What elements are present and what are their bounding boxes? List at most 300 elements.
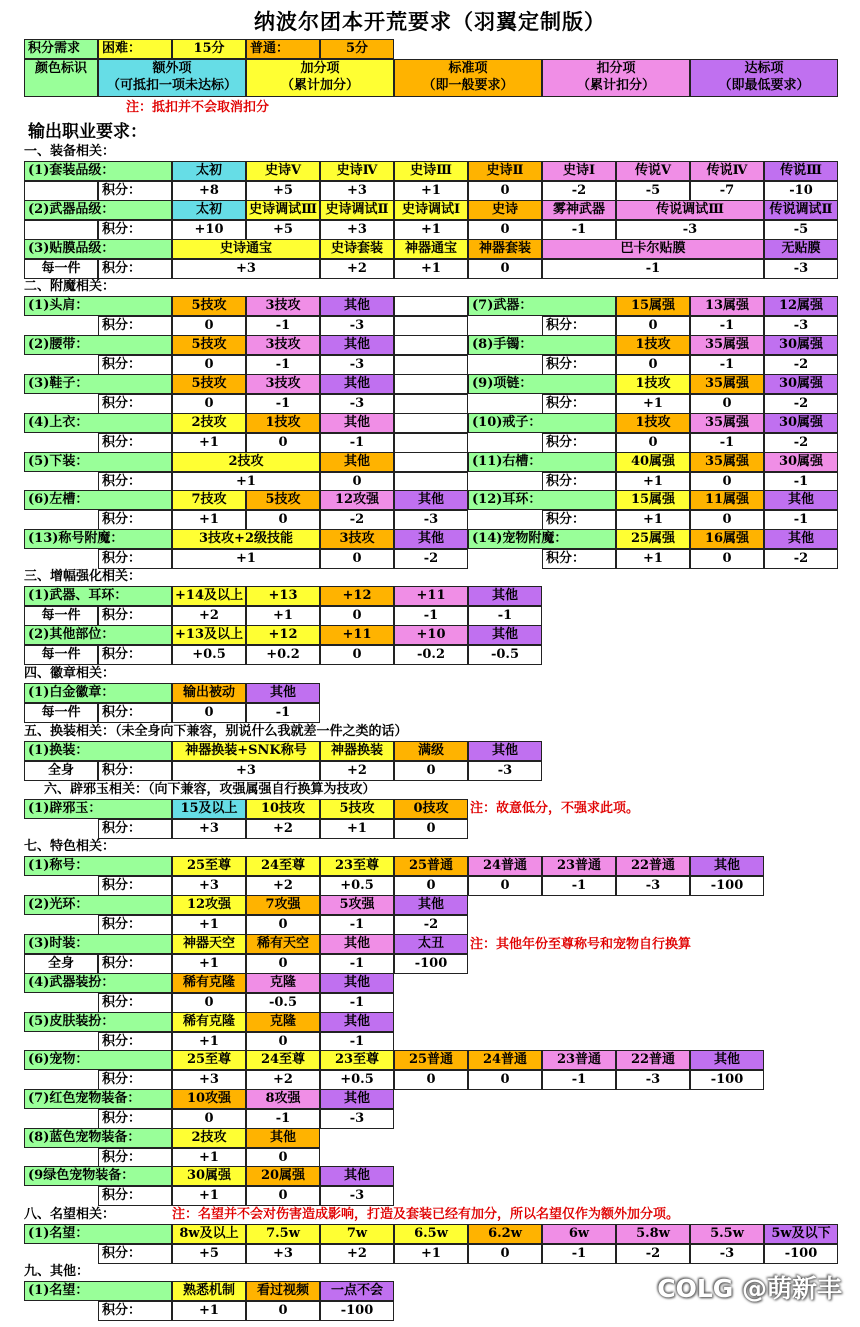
row-label-cell: (1)武器、耳环： (24, 586, 172, 606)
score-cell: 每一件 (24, 606, 98, 626)
score-cell: 每一件 (24, 645, 98, 665)
score-cell: -1 (542, 876, 616, 896)
category-cell: 史诗调试Ⅲ (246, 200, 320, 220)
category-cell: 史诗Ⅲ (394, 161, 468, 181)
score-cell: 积分： (98, 1032, 172, 1052)
score-cell (394, 316, 468, 336)
cell-sublabel: （累计加分） (280, 78, 359, 93)
row-label-cell: (1)头肩： (24, 296, 172, 316)
cell-sublabel: （累计扣分） (576, 78, 655, 93)
score-cell: +1 (616, 472, 690, 492)
score-cell (24, 181, 98, 201)
row-label-cell: (1)辟邪玉： (24, 799, 172, 819)
score-cell: -1 (542, 259, 764, 279)
category-cell: 5技攻 (320, 799, 394, 819)
score-cell: -100 (690, 876, 764, 896)
score-cell: 0 (172, 394, 246, 414)
score-cell: -1 (542, 220, 616, 240)
category-cell: 12攻强 (320, 490, 394, 510)
category-cell: 史诗通宝 (172, 239, 320, 259)
score-cell: -2 (764, 394, 838, 414)
category-cell: 5w及以下 (764, 1224, 838, 1244)
category-cell: 5攻强 (320, 895, 394, 915)
row-label-cell: (14)宠物附魔： (468, 529, 616, 549)
section-heading: 九、其他： (24, 1264, 90, 1279)
category-cell: 8攻强 (246, 1089, 320, 1109)
score-cell: +1 (172, 915, 246, 935)
row-label-cell: (6)宠物： (24, 1050, 172, 1070)
score-cell: 0 (690, 472, 764, 492)
category-cell: 40属强 (616, 452, 690, 472)
category-cell: 传说调试Ⅱ (764, 200, 838, 220)
category-cell: 30属强 (764, 413, 838, 433)
score-cell: -5 (616, 181, 690, 201)
category-cell: 满级 (394, 741, 468, 761)
category-cell: +13 (246, 586, 320, 606)
row-label-cell: (1)白金徽章： (24, 683, 172, 703)
score-cell (394, 355, 468, 375)
score-cell: 每一件 (24, 703, 98, 723)
category-cell: 传说Ⅴ (616, 161, 690, 181)
category-cell: 其他 (468, 741, 542, 761)
category-cell: 5技攻 (246, 490, 320, 510)
category-cell: 25至尊 (172, 1050, 246, 1070)
score-cell: +1 (246, 606, 320, 626)
score-cell: 0 (394, 876, 468, 896)
score-cell: -1 (468, 606, 542, 626)
category-cell: 23至尊 (320, 856, 394, 876)
category-cell: 其他 (320, 296, 394, 316)
category-cell: 其他 (246, 1128, 320, 1148)
score-cell: -100 (320, 1301, 394, 1321)
score-cell: 0 (690, 510, 764, 530)
score-cell: 0 (394, 1070, 468, 1090)
category-cell: 史诗调试Ⅰ (394, 200, 468, 220)
row-label-cell: (2)其他部位： (24, 625, 172, 645)
score-cell: +3 (172, 761, 320, 781)
score-cell: +1 (394, 1244, 468, 1264)
category-cell: 15及以上 (172, 799, 246, 819)
category-cell: 2技攻 (172, 1128, 246, 1148)
score-cell: 0 (320, 645, 394, 665)
score-cell: 0 (690, 394, 764, 414)
score-cell: 积分： (98, 645, 172, 665)
score-cell: 积分： (98, 316, 172, 336)
score-cell: -1 (320, 433, 394, 453)
category-cell: 看过视频 (246, 1281, 320, 1301)
score-cell: -3 (320, 394, 394, 414)
section-heading: 输出职业要求： (28, 122, 147, 142)
category-cell: 25至尊 (172, 856, 246, 876)
category-cell: 6w (542, 1224, 616, 1244)
score-cell: +1 (172, 510, 246, 530)
score-cell: 0 (468, 1244, 542, 1264)
score-cell: 0 (246, 1301, 320, 1321)
row-label-cell: (2)武器品级： (24, 200, 172, 220)
category-cell: +13及以上 (172, 625, 246, 645)
category-cell: +11 (394, 586, 468, 606)
score-cell: -1 (246, 316, 320, 336)
category-cell (690, 59, 838, 97)
row-label-cell: (10)戒子： (468, 413, 616, 433)
note-text: 注：抵扣并不会取消扣分 (126, 100, 270, 115)
score-cell: -1 (764, 472, 838, 492)
score-cell: 全身 (24, 954, 98, 974)
category-cell: 史诗调试Ⅱ (320, 200, 394, 220)
section-heading: 八、名望相关： (24, 1207, 116, 1222)
category-cell: 克隆 (246, 1012, 320, 1032)
category-cell: 无贴膜 (764, 239, 838, 259)
category-cell: 35属强 (690, 374, 764, 394)
score-cell: -1 (246, 394, 320, 414)
score-cell: -3 (468, 761, 542, 781)
score-cell: +1 (394, 220, 468, 240)
score-cell: -0.5 (468, 645, 542, 665)
score-cell: -1 (542, 1244, 616, 1264)
category-cell: 1技攻 (246, 413, 320, 433)
category-cell: 传说Ⅳ (690, 161, 764, 181)
category-cell: 其他 (320, 374, 394, 394)
score-cell: -3 (320, 1186, 394, 1206)
category-cell: 22普通 (616, 1050, 690, 1070)
category-cell: 传说调试Ⅲ (616, 200, 764, 220)
row-label-cell: (2)腰带： (24, 335, 172, 355)
score-cell: +1 (616, 510, 690, 530)
category-cell: 30属强 (172, 1166, 246, 1186)
category-cell: 15分 (172, 39, 246, 59)
score-cell (394, 472, 468, 492)
score-cell: 积分： (98, 394, 172, 414)
score-cell: 积分： (98, 355, 172, 375)
score-cell: 积分： (542, 355, 616, 375)
score-cell: -1 (764, 510, 838, 530)
score-cell: +3 (246, 1244, 320, 1264)
category-cell: 其他 (320, 452, 394, 472)
category-cell: 神器通宝 (394, 239, 468, 259)
score-cell: +5 (172, 1244, 246, 1264)
score-cell: 积分： (98, 1301, 172, 1321)
score-cell: -10 (764, 181, 838, 201)
score-cell (24, 220, 98, 240)
category-cell: 3技攻 (246, 335, 320, 355)
score-cell: +1 (172, 549, 320, 569)
score-cell (394, 335, 468, 355)
score-cell: 积分： (98, 181, 172, 201)
category-cell: 0技攻 (394, 799, 468, 819)
score-cell: -1 (246, 1109, 320, 1129)
cell-sublabel: （可抵扣一项未达标） (106, 78, 237, 93)
category-cell: 6.2w (468, 1224, 542, 1244)
category-cell: 传说Ⅲ (764, 161, 838, 181)
category-cell: 7w (320, 1224, 394, 1244)
category-cell: 史诗Ⅴ (246, 161, 320, 181)
score-cell: 积分： (98, 915, 172, 935)
score-cell: +1 (616, 394, 690, 414)
score-cell: -2 (320, 510, 394, 530)
score-cell (394, 413, 468, 433)
score-cell: 积分： (98, 993, 172, 1013)
category-cell: 5分 (320, 39, 394, 59)
score-cell: 积分： (542, 510, 616, 530)
score-cell: 积分： (542, 472, 616, 492)
score-cell: -2 (394, 549, 468, 569)
section-heading: 六、辟邪玉相关：（向下兼容，攻强属强自行换算为技攻） (44, 782, 376, 797)
score-cell: +1 (172, 954, 246, 974)
row-label-cell: (6)左槽： (24, 490, 172, 510)
score-cell: -1 (320, 993, 394, 1013)
score-cell: 积分： (542, 433, 616, 453)
category-cell: 其他 (468, 625, 542, 645)
category-cell: 24至尊 (246, 1050, 320, 1070)
row-label-cell: (7)红色宠物装备： (24, 1089, 172, 1109)
row-label-cell: (3)贴膜品级： (24, 239, 172, 259)
category-cell: 1技攻 (616, 374, 690, 394)
score-cell: +2 (246, 876, 320, 896)
score-cell: -2 (616, 1244, 690, 1264)
category-cell: 一点不会 (320, 1281, 394, 1301)
score-cell (394, 374, 468, 394)
section-heading: 四、徽章相关： (24, 666, 116, 681)
category-cell (394, 59, 542, 97)
cell-sublabel: （即最低要求） (718, 78, 810, 93)
category-cell: 1技攻 (616, 335, 690, 355)
score-cell: 积分： (98, 259, 172, 279)
row-label-cell: (8)蓝色宠物装备： (24, 1128, 172, 1148)
watermark: COLG @萌新丰 (657, 1274, 842, 1303)
score-cell: -2 (764, 433, 838, 453)
note-text: 注：其他年份至尊称号和宠物自行换算 (470, 937, 692, 952)
score-cell: -1 (542, 1070, 616, 1090)
category-cell: 30属强 (764, 335, 838, 355)
score-cell: -3 (320, 1109, 394, 1129)
cell-label: 标准项 (448, 61, 488, 76)
cell-label: 扣分项 (596, 61, 636, 76)
category-cell: 其他 (320, 934, 394, 954)
section-heading: 五、换装相关：（未全身向下兼容，别说什么我就差一件之类的话） (24, 724, 408, 739)
score-cell: 0 (616, 355, 690, 375)
score-cell: 每一件 (24, 259, 98, 279)
score-cell: 积分： (98, 510, 172, 530)
section-heading: 一、装备相关： (24, 144, 116, 159)
category-cell: 史诗Ⅰ (542, 161, 616, 181)
score-cell: 积分： (98, 1148, 172, 1168)
category-cell: 5.8w (616, 1224, 690, 1244)
row-label-cell: (5)下装： (24, 452, 172, 472)
category-cell: 太初 (172, 161, 246, 181)
category-cell (542, 59, 690, 97)
score-cell: 积分： (542, 394, 616, 414)
score-cell: -1 (690, 433, 764, 453)
score-cell: +5 (246, 181, 320, 201)
category-cell: 10攻强 (172, 1089, 246, 1109)
score-cell: +3 (172, 259, 320, 279)
score-cell: 积分： (98, 703, 172, 723)
category-cell: 2技攻 (172, 413, 246, 433)
note-text: 注：故意低分，不强求此项。 (470, 801, 640, 816)
score-cell: -1 (690, 316, 764, 336)
score-cell: +1 (320, 819, 394, 839)
score-cell (394, 452, 468, 472)
category-cell: 25普通 (394, 1050, 468, 1070)
score-cell: 全身 (24, 761, 98, 781)
row-label-cell: (13)称号附魔： (24, 529, 172, 549)
score-cell: 0 (320, 549, 394, 569)
category-cell: 其他 (394, 490, 468, 510)
row-label-cell: (11)右槽： (468, 452, 616, 472)
score-cell: -1 (320, 915, 394, 935)
category-cell: 熟悉机制 (172, 1281, 246, 1301)
score-cell: 0 (172, 703, 246, 723)
category-cell: 7技攻 (172, 490, 246, 510)
category-cell: 12攻强 (172, 895, 246, 915)
score-cell: 0 (172, 993, 246, 1013)
row-label-cell: (1)套装品级： (24, 161, 172, 181)
score-cell: 积分： (98, 433, 172, 453)
score-cell: +1 (172, 1301, 246, 1321)
row-label-cell: (8)手镯： (468, 335, 616, 355)
category-cell: 13属强 (690, 296, 764, 316)
score-cell: -100 (394, 954, 468, 974)
cell-label: 额外项 (152, 61, 192, 76)
score-cell (394, 296, 468, 316)
score-cell: +0.5 (172, 645, 246, 665)
row-label-cell: (7)武器： (468, 296, 616, 316)
category-cell: 太初 (172, 200, 246, 220)
score-cell: +3 (172, 819, 246, 839)
score-cell: -2 (764, 549, 838, 569)
category-cell: 其他 (394, 529, 468, 549)
category-cell: 23至尊 (320, 1050, 394, 1070)
score-cell: +2 (246, 1070, 320, 1090)
category-cell: 16属强 (690, 529, 764, 549)
category-cell: 稀有天空 (246, 934, 320, 954)
category-cell: 7攻强 (246, 895, 320, 915)
category-cell: 30属强 (764, 374, 838, 394)
category-cell: 3技攻 (246, 374, 320, 394)
score-cell: -3 (394, 510, 468, 530)
category-cell: 5.5w (690, 1224, 764, 1244)
score-cell: 0 (246, 1032, 320, 1052)
row-label-cell: (1)名望： (24, 1224, 172, 1244)
category-cell: 15属强 (616, 296, 690, 316)
score-cell: -3 (320, 355, 394, 375)
score-cell: 0 (246, 954, 320, 974)
score-cell: 积分： (98, 549, 172, 569)
category-cell: 30属强 (764, 452, 838, 472)
category-cell: 24普通 (468, 1050, 542, 1070)
score-cell: +3 (320, 181, 394, 201)
score-cell: -100 (690, 1070, 764, 1090)
score-cell: -1 (320, 954, 394, 974)
score-cell: 积分： (98, 606, 172, 626)
category-cell: 20属强 (246, 1166, 320, 1186)
category-cell: 克隆 (246, 973, 320, 993)
score-cell: 积分： (98, 220, 172, 240)
section-heading: 七、特色相关： (24, 839, 116, 854)
category-cell: 24至尊 (246, 856, 320, 876)
score-cell: 0 (320, 606, 394, 626)
score-cell: -1 (394, 606, 468, 626)
score-cell: -3 (764, 316, 838, 336)
category-cell: 3技攻 (320, 529, 394, 549)
score-cell: 积分： (542, 549, 616, 569)
score-cell: +1 (172, 472, 320, 492)
score-cell: +1 (172, 433, 246, 453)
category-cell (98, 59, 246, 97)
row-label-cell: (2)光环： (24, 895, 172, 915)
score-cell: 积分： (98, 954, 172, 974)
score-cell: +1 (172, 1032, 246, 1052)
score-cell: -1 (246, 703, 320, 723)
score-cell: -2 (394, 915, 468, 935)
score-cell: 积分： (98, 1244, 172, 1264)
page-title: 纳波尔团本开荒要求（羽翼定制版） (254, 9, 606, 34)
score-cell: 0 (468, 220, 542, 240)
category-cell: 神器换装 (320, 741, 394, 761)
row-label-cell: (1)名望： (24, 1281, 172, 1301)
category-cell: 其他 (764, 490, 838, 510)
score-cell: +1 (394, 259, 468, 279)
score-cell: 积分： (98, 876, 172, 896)
category-cell: 5技攻 (172, 296, 246, 316)
score-cell: +1 (616, 549, 690, 569)
category-cell: 8w及以上 (172, 1224, 246, 1244)
score-cell: 0 (616, 316, 690, 336)
category-cell: 太丑 (394, 934, 468, 954)
score-cell: -3 (616, 1070, 690, 1090)
score-cell: +1 (394, 181, 468, 201)
category-cell: 稀有克隆 (172, 973, 246, 993)
score-cell: 0 (468, 876, 542, 896)
score-cell: +0.2 (246, 645, 320, 665)
score-cell: -3 (764, 259, 838, 279)
score-cell (394, 433, 468, 453)
score-cell: 积分： (98, 472, 172, 492)
score-cell: 0 (246, 1186, 320, 1206)
row-label-cell: (9绿色宠物装备： (24, 1166, 172, 1186)
category-cell: 史诗Ⅳ (320, 161, 394, 181)
category-cell: 12属强 (764, 296, 838, 316)
score-cell: -100 (764, 1244, 838, 1264)
score-cell: +0.5 (320, 1070, 394, 1090)
score-cell: 0 (172, 1109, 246, 1129)
category-cell: +10 (394, 625, 468, 645)
category-cell: 其他 (320, 335, 394, 355)
category-cell: 其他 (764, 529, 838, 549)
note-text: 注：名望并不会对伤害造成影响，打造及套装已经有加分，所以名望仅作为额外加分项。 (172, 1207, 680, 1222)
category-cell: 神器套装 (468, 239, 542, 259)
row-label-cell: (3)时装： (24, 934, 172, 954)
row-label-cell: (3)鞋子： (24, 374, 172, 394)
category-cell: 23普通 (542, 856, 616, 876)
category-cell: 11属强 (690, 490, 764, 510)
category-cell: 史诗 (468, 200, 542, 220)
cell-label: 加分项 (300, 61, 340, 76)
category-cell: 35属强 (690, 452, 764, 472)
score-cell: 0 (246, 510, 320, 530)
category-cell: 其他 (246, 683, 320, 703)
score-cell: 积分： (98, 1186, 172, 1206)
score-cell: 0 (394, 819, 468, 839)
score-cell: +1 (172, 1186, 246, 1206)
score-cell: -3 (320, 316, 394, 336)
category-cell: 其他 (320, 413, 394, 433)
score-cell: 积分： (98, 819, 172, 839)
score-cell: +2 (320, 761, 394, 781)
score-cell: +0.5 (320, 876, 394, 896)
score-cell: -7 (690, 181, 764, 201)
row-label-cell: (4)上衣： (24, 413, 172, 433)
